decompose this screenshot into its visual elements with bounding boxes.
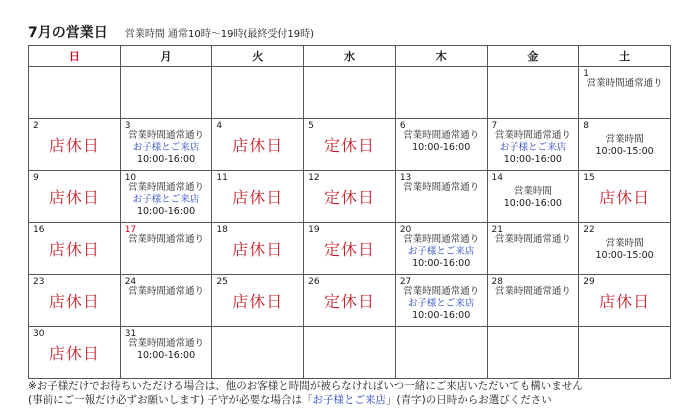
business-hours-info <box>488 130 579 166</box>
hours-line: 10:00-16:00 <box>136 206 196 217</box>
day-cell-content <box>29 119 120 170</box>
hours-line: 営業時間 <box>605 238 644 249</box>
business-hours-info <box>488 186 579 210</box>
weekday-monday: 月 <box>120 46 212 67</box>
day-cell-content <box>579 275 670 326</box>
business-hours-info <box>121 338 212 362</box>
day-cell-11 <box>212 171 304 223</box>
day-cell-1 <box>579 67 671 119</box>
kids-visit-label: お子様とご来店 <box>407 246 475 257</box>
closed-day-label: 定休日 <box>323 240 375 259</box>
day-cell-content <box>121 119 212 170</box>
footer-note-highlight: お子様とご来店 <box>312 394 387 406</box>
day-cell-10 <box>120 171 212 223</box>
hours-line: 営業時間 <box>513 186 552 197</box>
business-hours-info <box>488 286 579 298</box>
day-number: 24 <box>124 277 137 287</box>
footer-note-line-1: ※お子様だけでお待ちいただける場合は、他のお客様と時間が被らなければいつ一緒にご来店いただいても構いません <box>28 380 583 392</box>
hours-line: 10:00-16:00 <box>412 310 471 321</box>
weekday-sunday: 日 <box>29 46 121 67</box>
day-number: 23 <box>33 277 45 287</box>
empty-day-cell <box>304 327 396 379</box>
kids-visit-label: お子様とご来店 <box>407 298 475 309</box>
day-number: 6 <box>399 121 406 131</box>
day-cell-content <box>212 275 303 326</box>
hours-line: 営業時間通常通り <box>128 182 205 193</box>
empty-day-cell <box>212 327 304 379</box>
day-cell-7 <box>487 119 579 171</box>
day-cell-content <box>29 327 120 378</box>
day-cell-17 <box>120 223 212 275</box>
day-number: 15 <box>583 173 595 183</box>
day-cell-28 <box>487 275 579 327</box>
day-cell-20 <box>395 223 487 275</box>
day-number: 19 <box>308 225 320 235</box>
closed-day-label: 店休日 <box>599 188 651 207</box>
day-number: 30 <box>33 329 45 339</box>
day-number: 22 <box>583 225 595 235</box>
day-cell-5 <box>304 119 396 171</box>
day-cell-24 <box>120 275 212 327</box>
day-cell-content <box>121 223 212 274</box>
day-cell-content <box>121 327 212 378</box>
day-cell-content <box>212 223 303 274</box>
day-cell-content <box>29 275 120 326</box>
hours-line: 営業時間通常通り <box>494 234 571 245</box>
day-cell-3 <box>120 119 212 171</box>
day-cell-content <box>212 119 303 170</box>
hours-line: 営業時間通常通り <box>128 286 205 297</box>
closed-day-label: 店休日 <box>232 136 284 155</box>
business-hours-info <box>488 234 579 246</box>
weekday-thursday: 木 <box>395 46 487 67</box>
day-cell-29 <box>579 275 671 327</box>
business-hours-info <box>121 286 212 298</box>
day-cell-6 <box>395 119 487 171</box>
day-cell-content <box>29 223 120 274</box>
day-cell-12 <box>304 171 396 223</box>
day-number: 20 <box>399 225 412 235</box>
day-cell-content <box>488 223 579 274</box>
day-cell-2 <box>29 119 121 171</box>
closed-day-label: 定休日 <box>323 188 375 207</box>
hours-line: 営業時間通常通り <box>494 286 571 297</box>
business-hours-info <box>121 234 212 246</box>
day-number: 2 <box>33 121 39 131</box>
business-hours-info <box>121 182 212 218</box>
empty-day-cell <box>212 67 304 119</box>
closed-day-label: 店休日 <box>232 292 284 311</box>
day-cell-25 <box>212 275 304 327</box>
day-number: 17 <box>124 225 137 235</box>
hours-line: 営業時間通常通り <box>128 338 205 349</box>
day-cell-content <box>488 119 579 170</box>
business-hours-info <box>579 134 670 158</box>
hours-line: 10:00-16:00 <box>136 154 196 165</box>
day-number: 12 <box>308 173 320 183</box>
day-cell-content <box>396 275 487 326</box>
day-number: 7 <box>491 121 498 131</box>
kids-visit-label: お子様とご来店 <box>132 142 200 153</box>
day-number: 5 <box>308 121 314 131</box>
kids-visit-label: お子様とご来店 <box>499 142 567 153</box>
day-number: 31 <box>124 329 137 339</box>
day-cell-13 <box>395 171 487 223</box>
empty-day-cell <box>29 67 121 119</box>
day-cell-content <box>304 223 395 274</box>
closed-day-label: 店休日 <box>48 344 100 363</box>
day-cell-content <box>304 171 395 222</box>
hours-line: 10:00-16:00 <box>503 198 562 209</box>
day-cell-22 <box>579 223 671 275</box>
day-number: 4 <box>216 121 223 131</box>
calendar-body <box>29 67 671 379</box>
day-cell-content <box>304 275 395 326</box>
day-number: 27 <box>399 277 412 287</box>
day-cell-9 <box>29 171 121 223</box>
day-number: 18 <box>216 225 228 235</box>
day-cell-23 <box>29 275 121 327</box>
day-cell-content <box>121 171 212 222</box>
business-calendar <box>28 45 671 379</box>
empty-day-cell <box>395 67 487 119</box>
day-cell-content <box>579 67 670 118</box>
day-number: 21 <box>491 225 503 235</box>
closed-day-label: 定休日 <box>323 292 375 311</box>
day-cell-content <box>488 275 579 326</box>
week-row <box>29 67 671 119</box>
empty-day-cell <box>487 67 579 119</box>
closed-day-label: 店休日 <box>48 188 100 207</box>
closed-day-label: 定休日 <box>323 136 375 155</box>
day-cell-8 <box>579 119 671 171</box>
day-cell-4 <box>212 119 304 171</box>
hours-line: 営業時間通常通り <box>403 182 480 193</box>
closed-day-label: 店休日 <box>232 240 284 259</box>
empty-day-cell <box>487 327 579 379</box>
week-row <box>29 119 671 171</box>
day-number: 29 <box>583 277 595 287</box>
day-number: 14 <box>491 173 503 183</box>
closed-day-label: 店休日 <box>48 292 100 311</box>
business-hours-note: 営業時間 通常10時〜19時(最終受付19時) <box>124 29 314 40</box>
empty-day-cell <box>579 327 671 379</box>
calendar-header <box>28 22 314 42</box>
day-cell-content <box>29 171 120 222</box>
day-cell-content <box>304 119 395 170</box>
weekday-tuesday: 火 <box>212 46 304 67</box>
week-row <box>29 171 671 223</box>
footer-note-line-2 <box>28 393 583 407</box>
weekday-wednesday: 水 <box>304 46 396 67</box>
day-cell-content <box>579 119 670 170</box>
hours-line: 営業時間通常通り <box>403 130 480 141</box>
day-cell-content <box>396 119 487 170</box>
day-cell-content <box>212 171 303 222</box>
day-cell-content <box>579 171 670 222</box>
kids-visit-label: お子様とご来店 <box>132 194 200 205</box>
day-cell-31 <box>120 327 212 379</box>
weekday-saturday: 土 <box>579 46 671 67</box>
day-number: 1 <box>583 69 589 79</box>
day-number: 8 <box>583 121 589 131</box>
business-hours-info <box>396 234 487 270</box>
empty-day-cell <box>120 67 212 119</box>
day-cell-content <box>579 223 670 274</box>
day-number: 28 <box>491 277 503 287</box>
hours-line: 10:00-15:00 <box>595 146 654 157</box>
footer-note-text-end: 」(青字)の日時からお選びください <box>386 394 552 406</box>
business-hours-info <box>396 130 487 154</box>
hours-line: 10:00-16:00 <box>412 258 471 269</box>
hours-line: 営業時間通常通り <box>128 234 205 245</box>
day-cell-content <box>121 275 212 326</box>
hours-line: 10:00-16:00 <box>503 154 562 165</box>
day-number: 16 <box>33 225 45 235</box>
day-cell-27 <box>395 275 487 327</box>
hours-line: 営業時間通常通り <box>586 78 663 89</box>
hours-line: 10:00-16:00 <box>136 350 196 361</box>
hours-line: 10:00-16:00 <box>412 142 471 153</box>
day-cell-15 <box>579 171 671 223</box>
business-hours-info <box>396 286 487 322</box>
business-hours-info <box>579 78 670 90</box>
weekday-header-row <box>29 46 671 67</box>
week-row <box>29 275 671 327</box>
closed-day-label: 店休日 <box>232 188 284 207</box>
day-number: 9 <box>33 173 39 183</box>
closed-day-label: 店休日 <box>48 136 100 155</box>
footer-note-text: (事前にご一報だけ必ずお願いします) 子守が必要な場合は「 <box>28 394 313 406</box>
day-number: 10 <box>124 173 137 183</box>
day-cell-30 <box>29 327 121 379</box>
business-hours-info <box>121 130 212 166</box>
day-cell-18 <box>212 223 304 275</box>
day-cell-14 <box>487 171 579 223</box>
day-cell-content <box>396 171 487 222</box>
hours-line: 営業時間 <box>605 134 644 145</box>
day-number: 26 <box>308 277 320 287</box>
business-hours-info <box>579 238 670 262</box>
closed-day-label: 店休日 <box>48 240 100 259</box>
day-cell-19 <box>304 223 396 275</box>
hours-line: 営業時間通常通り <box>494 130 571 141</box>
weekday-friday: 金 <box>487 46 579 67</box>
hours-line: 10:00-15:00 <box>595 250 654 261</box>
week-row <box>29 223 671 275</box>
day-number: 3 <box>124 121 131 131</box>
hours-line: 営業時間通常通り <box>403 234 480 245</box>
hours-line: 営業時間通常通り <box>128 130 205 141</box>
closed-day-label: 店休日 <box>599 292 651 311</box>
day-cell-content <box>396 223 487 274</box>
day-number: 13 <box>399 173 412 183</box>
day-cell-21 <box>487 223 579 275</box>
day-cell-16 <box>29 223 121 275</box>
business-hours-info <box>396 182 487 194</box>
empty-day-cell <box>304 67 396 119</box>
day-cell-content <box>488 171 579 222</box>
day-number: 11 <box>216 173 228 183</box>
empty-day-cell <box>395 327 487 379</box>
week-row <box>29 327 671 379</box>
day-number: 25 <box>216 277 228 287</box>
hours-line: 営業時間通常通り <box>403 286 480 297</box>
page-title: 7月の営業日 <box>28 25 108 41</box>
footer-notes <box>28 379 583 407</box>
day-cell-26 <box>304 275 396 327</box>
